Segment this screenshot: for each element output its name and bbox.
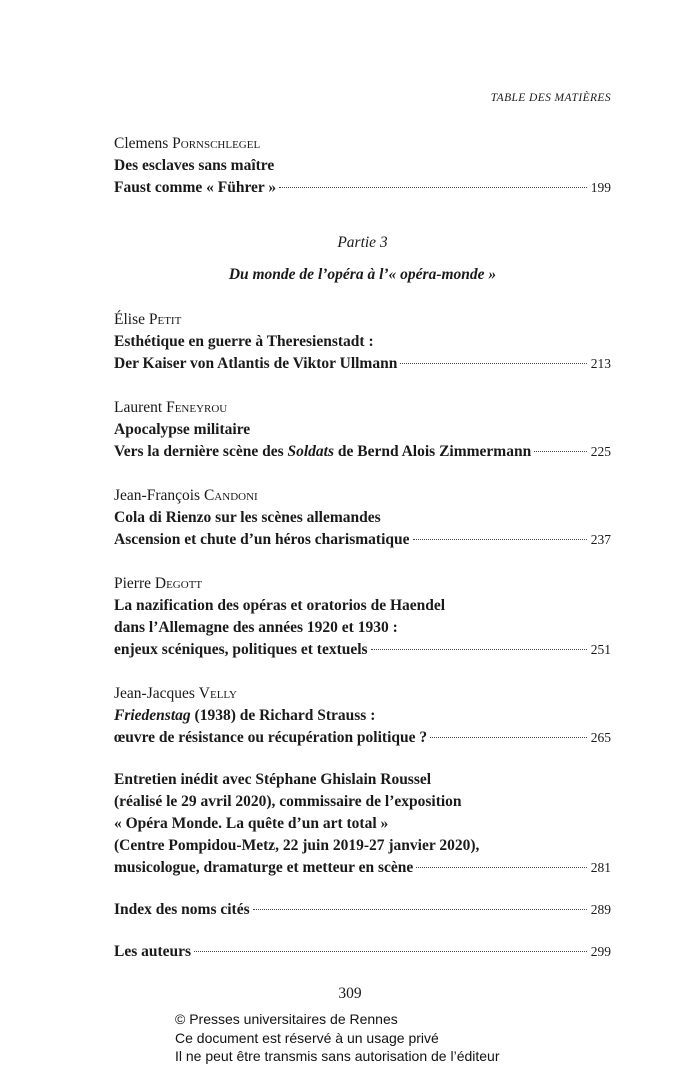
dot-leader xyxy=(253,909,587,910)
part-title: Du monde de l’opéra à l’« opéra-monde » xyxy=(228,266,497,283)
entry-title-line: Des esclaves sans maître xyxy=(114,157,275,174)
part-label: Partie 3 xyxy=(337,234,388,251)
entry-title-line: Friedenstag (1938) de Richard Strauss : xyxy=(114,707,376,724)
entry-title-line: La nazification des opéras et oratorios de Haendel xyxy=(114,597,446,614)
entry-page-number: 225 xyxy=(590,444,611,459)
entry-title-line: dans l’Allemagne des années 1920 et 1930 : xyxy=(114,619,398,636)
entry-title-line: (réalisé le 29 avril 2020), commissaire de l’exposition xyxy=(114,793,462,810)
copyright-notice xyxy=(175,1010,500,1066)
toc-entry xyxy=(114,573,611,661)
toc-entry-interview xyxy=(114,769,611,879)
entry-author: Jean-François Candoni xyxy=(114,487,258,504)
entry-author: Jean-Jacques Velly xyxy=(114,685,237,702)
toc-entry xyxy=(114,397,611,463)
dot-leader xyxy=(430,737,587,738)
dot-leader xyxy=(371,649,587,650)
entry-title-line: Cola di Rienzo sur les scènes allemandes xyxy=(114,509,381,526)
entry-title-last-line[interactable]: Der Kaiser von Atlantis de Viktor Ullmann 213 xyxy=(114,353,611,375)
entry-page-number: 251 xyxy=(590,642,611,657)
toc-entry xyxy=(114,683,611,749)
entry-title-line: « Opéra Monde. La quête d’un art total » xyxy=(114,815,389,832)
entry-title-last-line[interactable]: Index des noms cités 289 xyxy=(114,899,611,921)
entry-page-number: 281 xyxy=(590,860,611,875)
entry-title-last-line[interactable]: œuvre de résistance ou récupération politique ? 265 xyxy=(114,727,611,749)
entry-title-last-line[interactable]: Les auteurs 299 xyxy=(114,941,611,963)
toc-entry xyxy=(114,485,611,551)
entry-page-number: 237 xyxy=(590,532,611,547)
entry-author: Clemens Pornschlegel xyxy=(114,135,261,152)
toc-entry-authors xyxy=(114,941,611,963)
entry-author: Laurent Feneyrou xyxy=(114,399,228,416)
entry-title-last-line[interactable]: enjeux scéniques, politiques et textuels 251 xyxy=(114,639,611,661)
toc-entry xyxy=(114,309,611,375)
entry-author: Élise Petit xyxy=(114,311,182,328)
entry-title-last-line[interactable]: Ascension et chute d’un héros charismatique 237 xyxy=(114,529,611,551)
notice-line: Ce document est réservé à un usage privé xyxy=(175,1029,439,1046)
dot-leader xyxy=(534,451,587,452)
table-of-contents xyxy=(114,133,611,963)
entry-page-number: 299 xyxy=(590,944,611,959)
entry-page-number: 265 xyxy=(590,730,611,745)
dot-leader xyxy=(413,539,587,540)
running-head: TABLE DES MATIÈRES xyxy=(490,92,611,104)
page-number: 309 xyxy=(338,985,362,1002)
entry-title-line: Entretien inédit avec Stéphane Ghislain Roussel xyxy=(114,771,432,788)
dot-leader xyxy=(416,867,586,868)
entry-author: Pierre Degott xyxy=(114,575,203,592)
entry-title-last-line[interactable]: musicologue, dramaturge et metteur en scène 281 xyxy=(114,857,611,879)
toc-entry-index xyxy=(114,899,611,921)
toc-entry xyxy=(114,133,611,199)
entry-title-line: (Centre Pompidou-Metz, 22 juin 2019-27 janvier 2020), xyxy=(114,837,480,854)
entry-title-last-line[interactable]: Vers la dernière scène des Soldats de Bernd Alois Zimmermann 225 xyxy=(114,441,611,463)
entry-title-line: Esthétique en guerre à Theresienstadt : xyxy=(114,333,374,350)
entry-page-number: 289 xyxy=(590,902,611,917)
notice-line: Il ne peut être transmis sans autorisation de l’éditeur xyxy=(175,1048,500,1064)
entry-title-line: Apocalypse militaire xyxy=(114,421,251,438)
notice-line: © Presses universitaires de Rennes xyxy=(175,1011,398,1027)
dot-leader xyxy=(400,363,586,364)
entry-page-number: 199 xyxy=(590,180,611,195)
dot-leader xyxy=(279,187,587,188)
dot-leader xyxy=(194,951,587,952)
entry-title-last-line[interactable]: Faust comme « Führer » 199 xyxy=(114,177,611,199)
entry-page-number: 213 xyxy=(590,356,611,371)
